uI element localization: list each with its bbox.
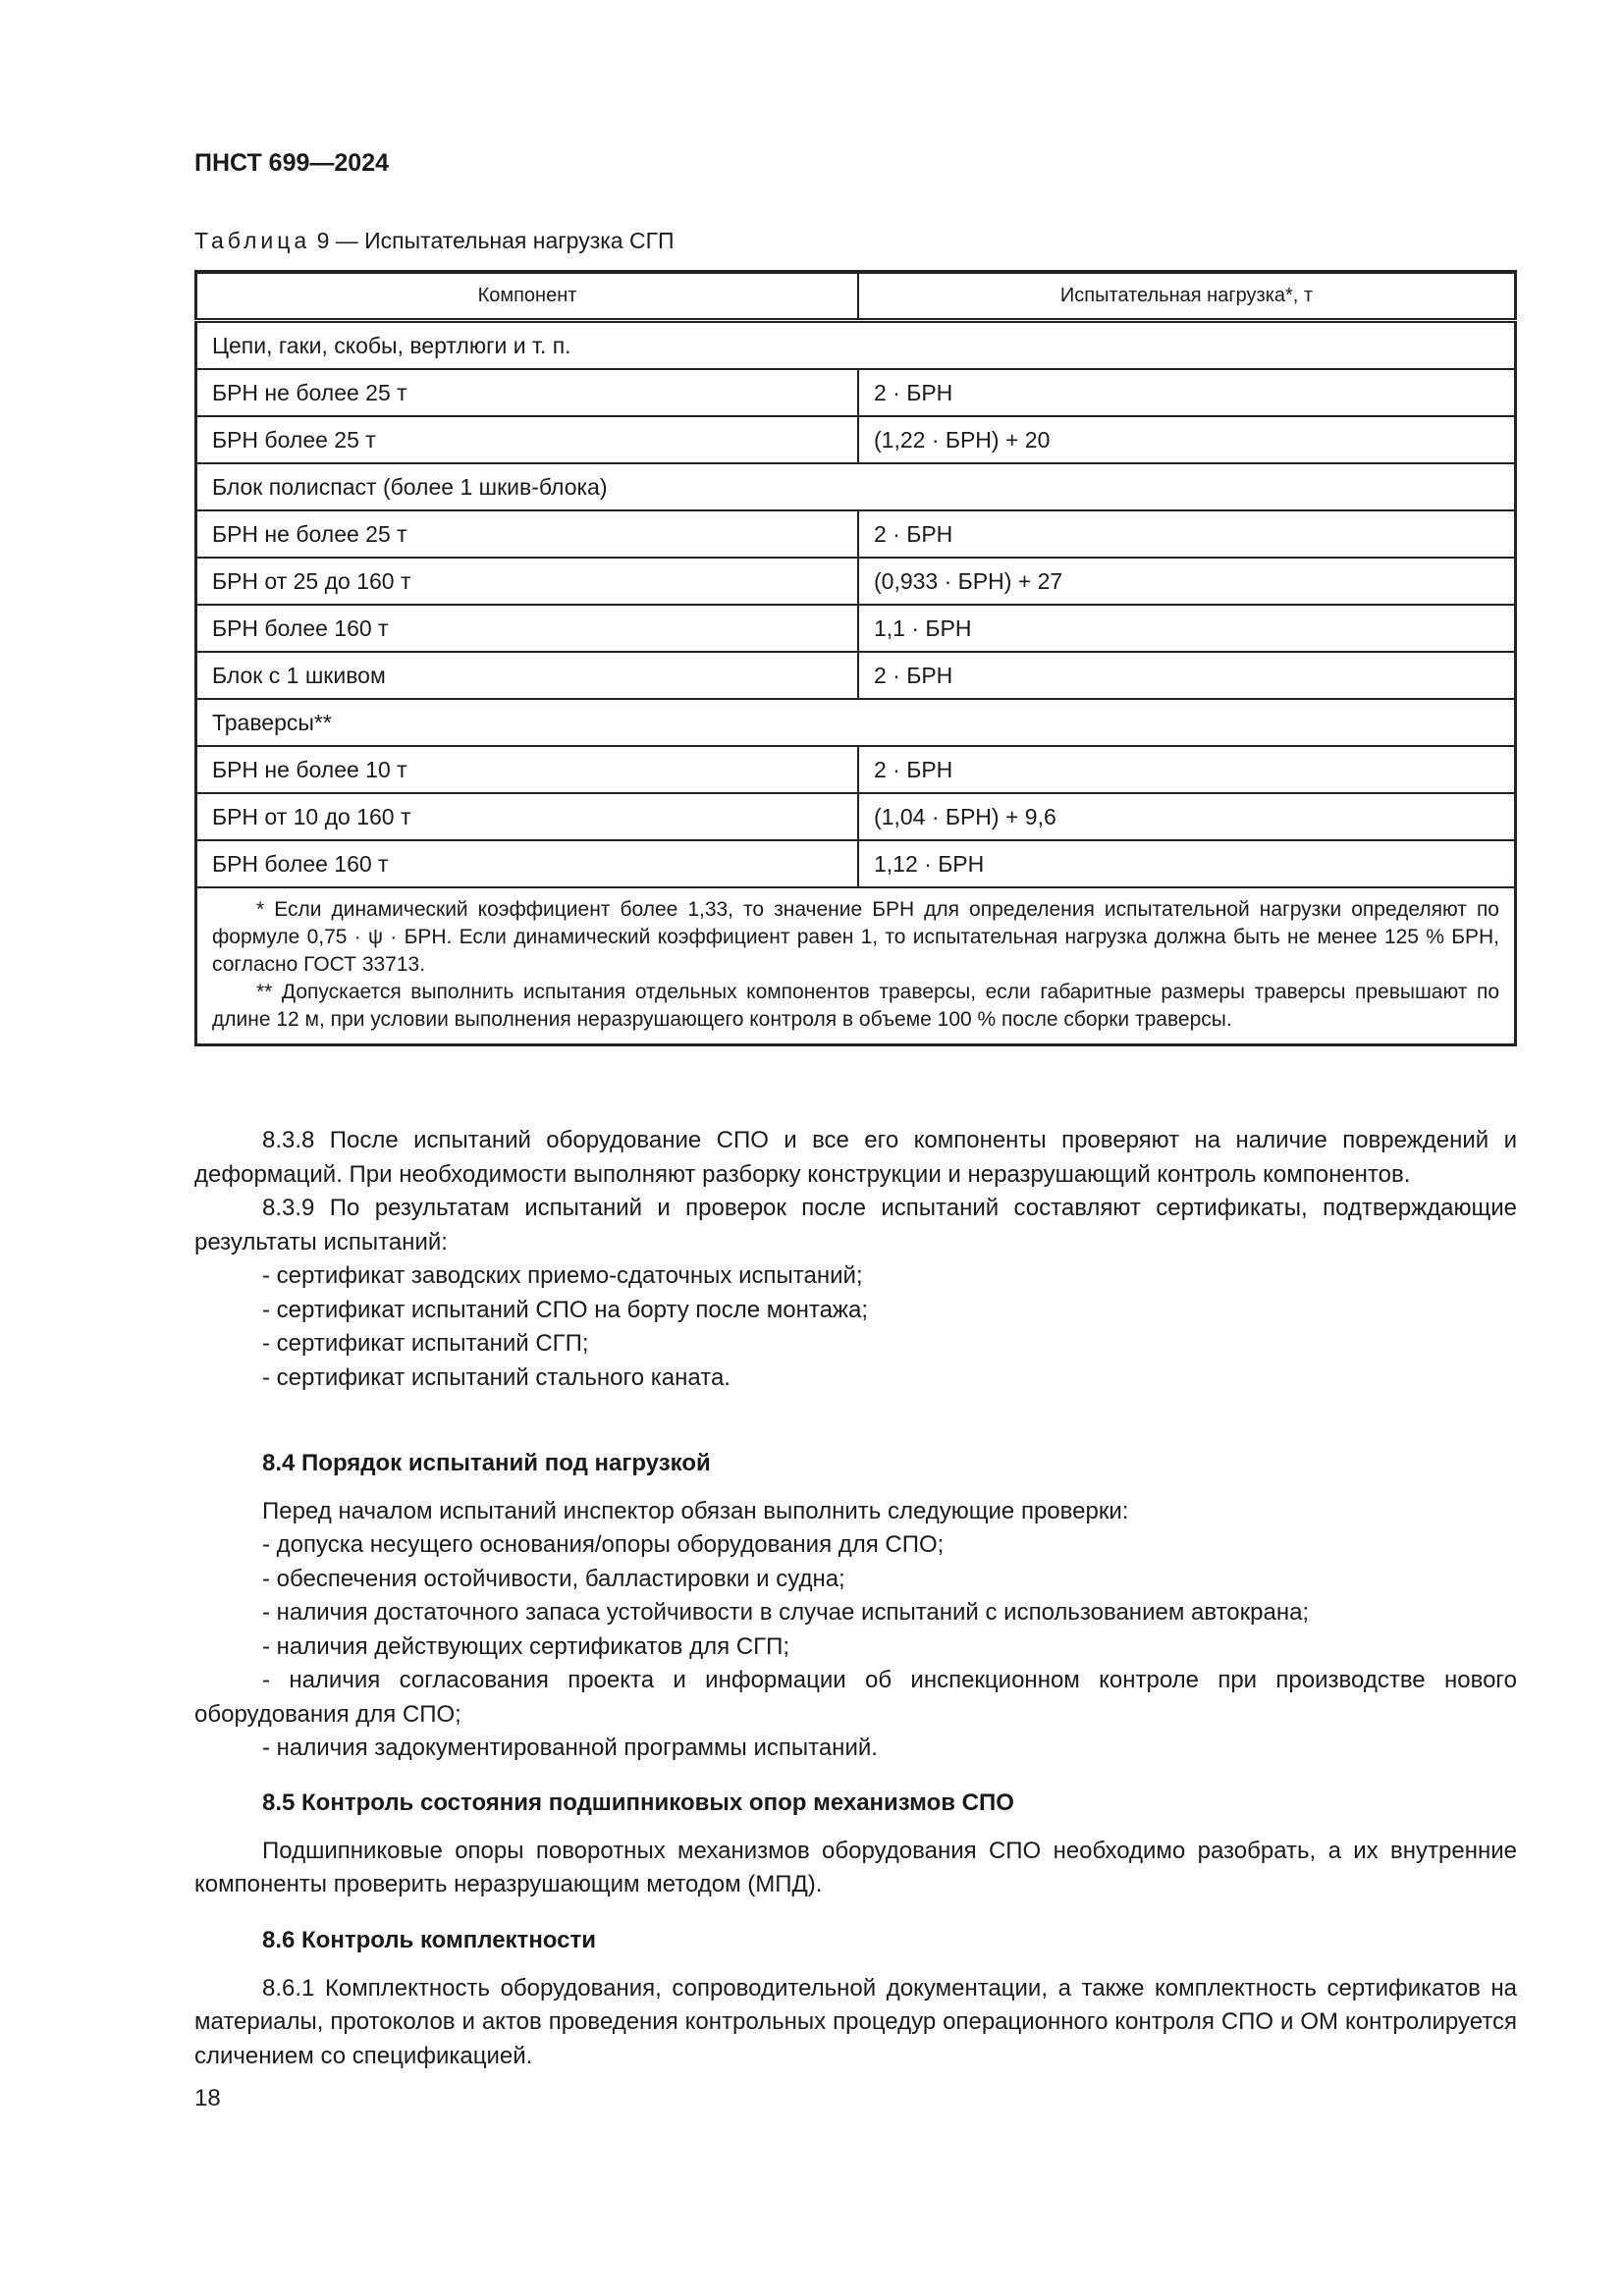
section-8-5 <box>194 1787 1517 1902</box>
column-header-load: Испытательная нагрузка*, т <box>858 272 1516 321</box>
heading-8-4: 8.4 Порядок испытаний под нагрузкой <box>262 1450 711 1476</box>
group-label: Блок полиспаст (более 1 шкив-блока) <box>196 463 1516 510</box>
footnote-2: ** Допускается выполнить испытания отдельных компонентов траверсы, если габаритные размеры траверсы превышают по длине 12 м, при условии выполнения неразрушающего контроля в объеме 100 % после сборки траверсы. <box>212 981 1499 1031</box>
load-cell: 2 · БРН <box>858 510 1516 558</box>
table-notes-row <box>196 887 1516 1045</box>
test-load-table <box>194 270 1517 1046</box>
table-row <box>196 369 1516 416</box>
load-cell: 2 · БРН <box>858 369 1516 416</box>
load-cell: (1,22 · БРН) + 20 <box>858 416 1516 463</box>
load-cell: 2 · БРН <box>858 746 1516 793</box>
component-cell: БРН более 160 т <box>196 605 859 652</box>
load-cell: (1,04 · БРН) + 9,6 <box>858 793 1516 840</box>
group-label: Цепи, гаки, скобы, вертлюги и т. п. <box>196 321 1516 370</box>
table-group-row <box>196 699 1516 746</box>
page-number: 18 <box>194 2085 221 2111</box>
table-row <box>196 416 1516 463</box>
load-cell: (0,933 · БРН) + 27 <box>858 558 1516 605</box>
table-row <box>196 840 1516 887</box>
table-row <box>196 510 1516 558</box>
table-group-row <box>196 321 1516 370</box>
paragraph-8-5: Подшипниковые опоры поворотных механизмов оборудования СПО необходимо разобрать, а их внутренние компоненты проверить неразрушающим методом (МПД). <box>194 1837 1517 1897</box>
component-cell: БРН более 25 т <box>196 416 859 463</box>
table-row <box>196 558 1516 605</box>
list-item: - сертификат заводских приемо-сдаточных испытаний; <box>262 1262 863 1289</box>
heading-8-6: 8.6 Контроль комплектности <box>262 1927 597 1953</box>
list-item: - наличия действующих сертификатов для СГП; <box>262 1632 790 1660</box>
section-8-6 <box>194 1924 1517 2073</box>
table-caption-title: 9 — Испытательная нагрузка СГП <box>316 228 675 253</box>
table-caption-prefix: Таблица <box>194 228 311 253</box>
table-group-row <box>196 463 1516 510</box>
list-item: - сертификат испытаний СПО на борту после монтажа; <box>262 1296 868 1323</box>
component-cell: БРН не более 25 т <box>196 510 859 558</box>
component-cell: БРН не более 10 т <box>196 746 859 793</box>
section-8-4 <box>194 1447 1517 1766</box>
component-cell: БРН не более 25 т <box>196 369 859 416</box>
list-item: - сертификат испытаний стального каната. <box>262 1363 731 1391</box>
column-header-component: Компонент <box>196 272 859 321</box>
paragraph-8-6-1: 8.6.1 Комплектность оборудования, сопроводительной документации, а также комплектность сертификатов на материалы, протоколов и актов проведения контрольных процедур операционного контроля СПО и ОМ контролируется сличением со спецификацией. <box>194 1974 1517 2069</box>
section-8-3 <box>194 1124 1517 1395</box>
table-row <box>196 605 1516 652</box>
list-item: - сертификат испытаний СГП; <box>262 1330 589 1357</box>
document-code: ПНСТ 699—2024 <box>194 149 389 177</box>
load-cell: 1,12 · БРН <box>858 840 1516 887</box>
load-cell: 1,1 · БРН <box>858 605 1516 652</box>
table-row <box>196 793 1516 840</box>
list-item: - допуска несущего основания/опоры оборудования для СПО; <box>262 1531 945 1558</box>
paragraph-8-3-9: 8.3.9 По результатам испытаний и проверок после испытаний составляют сертификаты, подтверждающие результаты испытаний: <box>194 1195 1517 1255</box>
list-item: - наличия достаточного запаса устойчивости в случае испытаний с использованием автокрана; <box>262 1599 1310 1626</box>
table-caption <box>194 228 675 254</box>
table-notes <box>196 887 1516 1045</box>
table-row <box>196 746 1516 793</box>
list-item: - наличия согласования проекта и информации об инспекционном контроле при производстве нового оборудования для СПО; <box>194 1667 1517 1728</box>
component-cell: БРН более 160 т <box>196 840 859 887</box>
heading-8-5: 8.5 Контроль состояния подшипниковых опор механизмов СПО <box>262 1789 1014 1816</box>
component-cell: БРН от 25 до 160 т <box>196 558 859 605</box>
component-cell: БРН от 10 до 160 т <box>196 793 859 840</box>
paragraph-8-4: Перед началом испытаний инспектор обязан выполнить следующие проверки: <box>262 1497 1129 1524</box>
group-label: Траверсы** <box>196 699 1516 746</box>
paragraph-8-3-8: 8.3.8 После испытаний оборудование СПО и все его компоненты проверяют на наличие повреждений и деформаций. При необходимости выполняют разборку конструкции и неразрушающий контроль компонентов. <box>194 1127 1517 1188</box>
component-cell: Блок с 1 шкивом <box>196 652 859 699</box>
list-item: - наличия задокументированной программы испытаний. <box>262 1735 878 1761</box>
load-cell: 2 · БРН <box>858 652 1516 699</box>
table-row <box>196 652 1516 699</box>
list-item: - обеспечения остойчивости, балластировки и судна; <box>262 1565 845 1592</box>
footnote-1: * Если динамический коэффициент более 1,33, то значение БРН для определения испытательной нагрузки определяют по формуле 0,75 · ψ · БРН. Если динамический коэффициент равен 1, то испытательная нагрузка должна быть не менее 125 % БРН, согласно ГОСТ 33713. <box>212 898 1499 976</box>
